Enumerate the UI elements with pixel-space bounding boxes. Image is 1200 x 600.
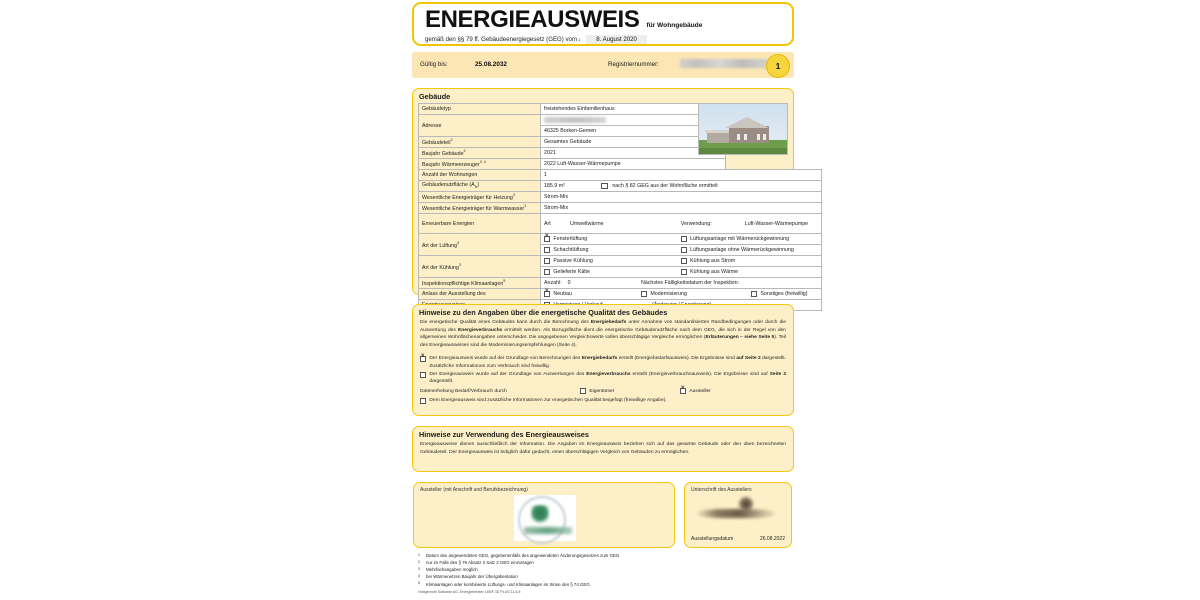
notes-quality-paragraph: Die energetische Qualität eines Gebäudes kann durch die Berechnung des Energiebedarfs unter Annahme von standardisierten Randbedingungen oder durch die Auswertung des Energieverbrauchs ermittelt werden. Als Bezugsfläche dient die energetische Gebäudenutzfläche nach dem GEG, die sich in der Regel von den allgemeinen Wohnflächenangaben unterscheidet. Die angegebenen Vergleichswerte sollen überschlägige Vergleiche ermöglichen (Erläuterungen – siehe Seite 5). Teil des Energieausweises sind die Modernisierungsempfehlungen (Seite 4). [420,320,786,348]
stamp-text-blur [524,527,572,534]
row-value: Gesamtes Gebäude [541,137,726,148]
issuer-label: Aussteller (mit Anschrift und Berufsbezeichnung) [420,487,528,493]
row-value-cooling-1: Passive Kühlung Kühlung aus Strom [541,256,822,267]
row-label: Anzahl der Wohnungen [419,170,541,181]
table-row [419,289,822,300]
ventilation-option-checkbox[interactable] [681,236,687,242]
row-label: Wesentliche Energieträger für Heizung$^3$ [419,192,541,203]
row-label: Wesentliche Energieträger für Warmwasser$^3$ [419,203,541,214]
footnote-text: bei Wärmenetzen Baujahr der Übergabestation [426,574,518,580]
footnote-item [418,559,790,566]
building-section-title: Gebäude [419,92,451,101]
building-table-wrapper [413,103,809,316]
option-verbrauch-text: Der Energieausweis wurde auf der Grundlage von Auswertungen des Energieverbrauchs erstellt (Energieverbrauchsausweis). Die Ergebnisse sind auf Seite 3 dargestellt. [429,372,786,385]
page-title: ENERGIEAUSWEIS [425,6,640,33]
table-row [419,203,822,214]
registration-number-redacted [680,59,768,68]
data-collection-label: Datenerhebung Bedarf/Verbrauch durch [420,388,507,394]
row-value: 2022 Luft-Wasser-Wärmepumpe [541,159,726,170]
ventilation-option-checkbox[interactable] [681,247,687,253]
cooling-option-checkbox[interactable] [681,258,687,264]
row-label: Art der Lüftung$^3$ [419,234,541,256]
row-label: Adresse [419,115,541,137]
row-label: Erneuerbare Energien [419,214,541,234]
footnote-item [418,552,790,559]
reason-option-checkbox[interactable] [751,291,757,297]
footnote-number: 1 [418,552,420,557]
footnote-text: Datum des angewendeten GEG, gegebenenfalls des angewendeten Änderungsgesetzes zum GEG [426,553,620,558]
row-label: Baujahr Wärmeerzeuger$^{3, 4}$ [419,159,541,170]
footnote-item [418,573,790,580]
table-row [419,214,822,234]
row-label: Gebäudetyp [419,104,541,115]
option-bedarf-text: Der Energieausweis wurde auf der Grundlage von Berechnungen des Energiebedarfs erstellt (Energiebedarfsausweis). Die Ergebnisse sind auf Seite 2 dargestellt. Zusätzliche Informationen zum Verbrauch sind freiwillig. [429,356,786,369]
footnote-number: 5 [418,581,420,585]
header-law-line [425,35,647,44]
row-label: Baujahr Gebäude$^3$ [419,148,541,159]
header-law-date: 8. August 2020 [586,35,647,44]
table-row [419,234,822,245]
valid-until-label: Gültig bis: [420,61,448,68]
handwritten-signature [695,497,779,523]
reason-option-checkbox[interactable] [641,291,647,297]
collection-issuer-checkbox[interactable] [680,388,686,394]
cooling-option-checkbox[interactable] [681,269,687,275]
row-value: 2021 [541,148,726,159]
footnote-number: 3 [418,566,420,571]
collection-owner-checkbox[interactable] [580,388,586,394]
building-photo [698,103,788,155]
notes-usage-paragraph: Energieausweise dienen ausschließlich der Information. Die Angaben im Energieausweis beziehen sich auf das gesamte Gebäude oder den oben bezeichneten Gebäudeteil. Der Energieausweis ist lediglich dafür gedacht, einen überschlägigen Vergleich von Gebäuden zu ermöglichen. [420,442,786,455]
footnote-item [418,581,790,588]
table-row [419,278,822,289]
issue-date-row [691,536,785,542]
software-credit: Hottgenroth Software AG, Energieberater 18S® 3D PLUS 11.6.4 [418,590,521,594]
footnotes-list [418,552,790,588]
stamp-tree-icon [531,505,549,525]
energy-certificate-page [412,0,809,600]
row-value: Strom-Mix [541,192,822,203]
cooling-option-checkbox[interactable] [544,258,550,264]
table-row [419,181,822,192]
building-section [412,88,809,298]
option-extra-row [413,394,793,404]
signature-section [684,482,792,548]
row-value: freistehendes Einfamilienhaus [541,104,726,115]
issue-date-value: 26.08.2022 [759,536,785,542]
row-label: Anlass der Ausstellung des [419,289,541,300]
option-verbrauch-row [413,370,793,386]
row-value-aircon: Anzahl: 0 Nächstes Fälligkeitsdatum der Inspektion: [541,278,822,289]
row-label-usable-area: Gebäudenutzfläche $(A_N)$ [419,181,541,192]
photo-window [757,134,760,140]
footnote-text: Mehrfachangaben möglich [426,567,478,573]
photo-lawn-front [699,148,787,154]
option-extra-text: Dem Energieausweis sind zusätzliche Informationen zur energetischen Qualität beigefügt (freiwillige Angabe). [429,398,667,404]
notes-usage-section [412,426,794,472]
table-row [419,192,822,203]
header-law-text: gemäß den §§ 79 ff. Gebäudeenergiegesetz (GEG) vom [425,36,577,43]
notes-quality-section [412,304,794,416]
validity-bar [412,52,794,78]
row-label: Art der Kühlung$^3$ [419,256,541,278]
row-value: 46325 Borken-Gemen [541,126,726,137]
row-value-cooling-2: Gelieferte Kälte Kühlung aus Wärme [541,267,822,278]
option-bedarf-checkbox[interactable] [420,356,426,362]
issuer-logo-stamp [514,495,576,541]
table-row [419,170,822,181]
footnote-text: nur im Falle des § 79 Absatz 2 Satz 2 GEG einzutragen [426,560,534,566]
notes-usage-title: Hinweise zur Verwendung des Energieausweises [419,430,589,439]
header-subtitle: für Wohngebäude [646,22,703,29]
issue-date-label: Ausstellungsdatum [691,536,734,542]
ventilation-option-checkbox[interactable] [544,247,550,253]
document-header [412,2,794,46]
photo-window [744,134,747,140]
row-value-ventilation-1: ✕Fensterlüftung Lüftungsanlage mit Wärmerückgewinnung [541,234,822,245]
data-collection-row: Datenerhebung Bedarf/Verbrauch durch Eigentümer ✕ Aussteller [413,386,793,395]
cooling-option-checkbox[interactable] [544,269,550,275]
footnote-number: 4 [418,573,420,578]
footnote-text: Klimaanlagen oder kombinierte Lüftungs- und Klimaanlagen im Sinne des § 74 GEG [426,581,590,587]
notes-quality-title: Hinweise zu den Angaben über die energetische Qualität des Gebäudes [419,308,668,317]
signature-label: Unterschrift des Ausstellers [691,487,752,493]
row-label: Gebäudeteil$^2$ [419,137,541,148]
row-value: 1 [541,170,822,181]
valid-until-value: 25.08.2032 [475,61,507,68]
footnote-item [418,566,790,573]
row-value-reason-1: ✕ Neubau Modernisierung Sonstiges (freiwillig) [541,289,822,300]
photo-house-roof [725,117,769,128]
photo-window [737,134,740,140]
option-extra-checkbox[interactable] [420,398,426,404]
page-number-badge: 1 [766,54,790,78]
photo-window [763,134,766,140]
table-row [419,256,822,267]
row-value-ventilation-2: Schachtlüftung Lüftungsanlage ohne Wärmerückgewinnung [541,245,822,256]
row-value: Strom-Mix [541,203,822,214]
footnote-number: 2 [418,559,420,564]
row-value-renewable: Art Umweltwärme Verwendung: Luft-Wasser-Wärmepumpe [541,214,822,234]
registration-number-label: Registriernummer: [608,61,659,68]
ventilation-option-checkbox[interactable] [544,236,550,242]
issuer-section [413,482,675,548]
reason-option-checkbox[interactable] [544,291,550,297]
header-law-footnote-ref: 1 [577,37,581,42]
row-value-usable-area: 185.9 m² nach § 82 GEG aus der Wohnfläche ermittelt [541,181,822,192]
option-bedarf-row [413,354,793,370]
usable-area-checkbox[interactable] [601,183,607,189]
header-title-group [425,8,702,32]
option-verbrauch-checkbox[interactable] [420,372,426,378]
signature-stroke [697,509,775,518]
row-label: Inspektionspflichtige Klimaanlagen$^5$ [419,278,541,289]
